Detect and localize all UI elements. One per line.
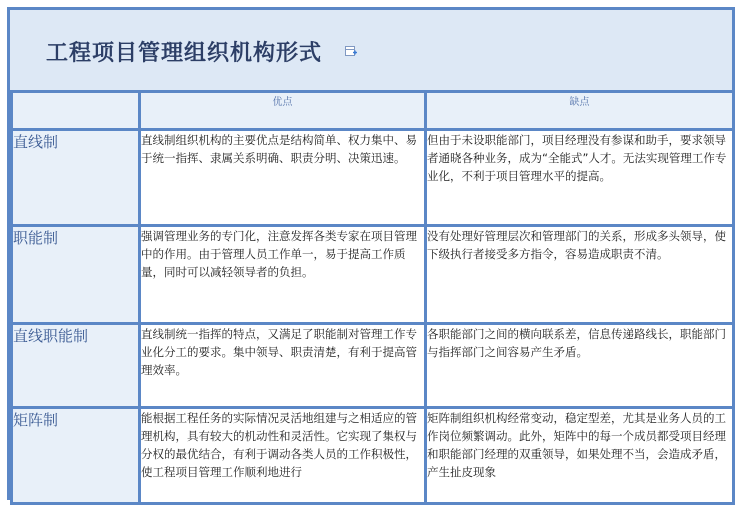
comparison-table (10, 90, 735, 505)
disadvantages-cell: 但由于未设职能部门，项目经理没有参谋和助手，要求领导者通晓各种业务，成为“全能式”人才。无法实现管理工作专业化，不利于项目管理水平的提高。 (426, 130, 734, 226)
corner-cell (12, 92, 140, 130)
advantages-cell: 直线制统一指挥的特点，又满足了职能制对管理工作专业化分工的要求。集中领导、职责清楚，有利于提高管理效率。 (140, 324, 426, 408)
disadvantages-cell: 各职能部门之间的横向联系差，信息传递路线长，职能部门与指挥部门之间容易产生矛盾。 (426, 324, 734, 408)
header-row (12, 92, 734, 130)
row-header: 直线职能制 (12, 324, 140, 408)
disadvantages-cell: 没有处理好管理层次和管理部门的关系，形成多头领导，使下级执行者接受多方指令，容易造成职责不清。 (426, 226, 734, 324)
row-header: 直线制 (12, 130, 140, 226)
table-row (12, 226, 734, 324)
advantages-cell: 强调管理业务的专门化，注意发挥各类专家在项目管理中的作用。由于管理人员工作单一，易于提高工作质量，同时可以减轻领导者的负担。 (140, 226, 426, 324)
row-header: 职能制 (12, 226, 140, 324)
add-table-icon[interactable] (345, 46, 357, 58)
table-row (12, 408, 734, 504)
column-header-disadvantages: 缺点 (426, 92, 734, 130)
advantages-cell: 能根据工程任务的实际情况灵活地组建与之相适应的管理机构，具有较大的机动性和灵活性。它实现了集权与分权的最优结合，有利于调动各类人员的工作积极性，使工程项目管理工作顺利地进行 (140, 408, 426, 504)
title-row (10, 10, 732, 90)
table-row (12, 130, 734, 226)
row-header: 矩阵制 (12, 408, 140, 504)
table-container (7, 7, 735, 500)
table-row (12, 324, 734, 408)
advantages-cell: 直线制组织机构的主要优点是结构简单、权力集中、易于统一指挥、隶属关系明确、职责分明、决策迅速。 (140, 130, 426, 226)
column-header-advantages: 优点 (140, 92, 426, 130)
disadvantages-cell: 矩阵制组织机构经常变动，稳定型差，尤其是业务人员的工作岗位频繁调动。此外，矩阵中的每一个成员都受项目经理和职能部门经理的双重领导，如果处理不当，会造成矛盾，产生扯皮现象 (426, 408, 734, 504)
page-title: 工程项目管理组织机构形式 (46, 41, 323, 66)
